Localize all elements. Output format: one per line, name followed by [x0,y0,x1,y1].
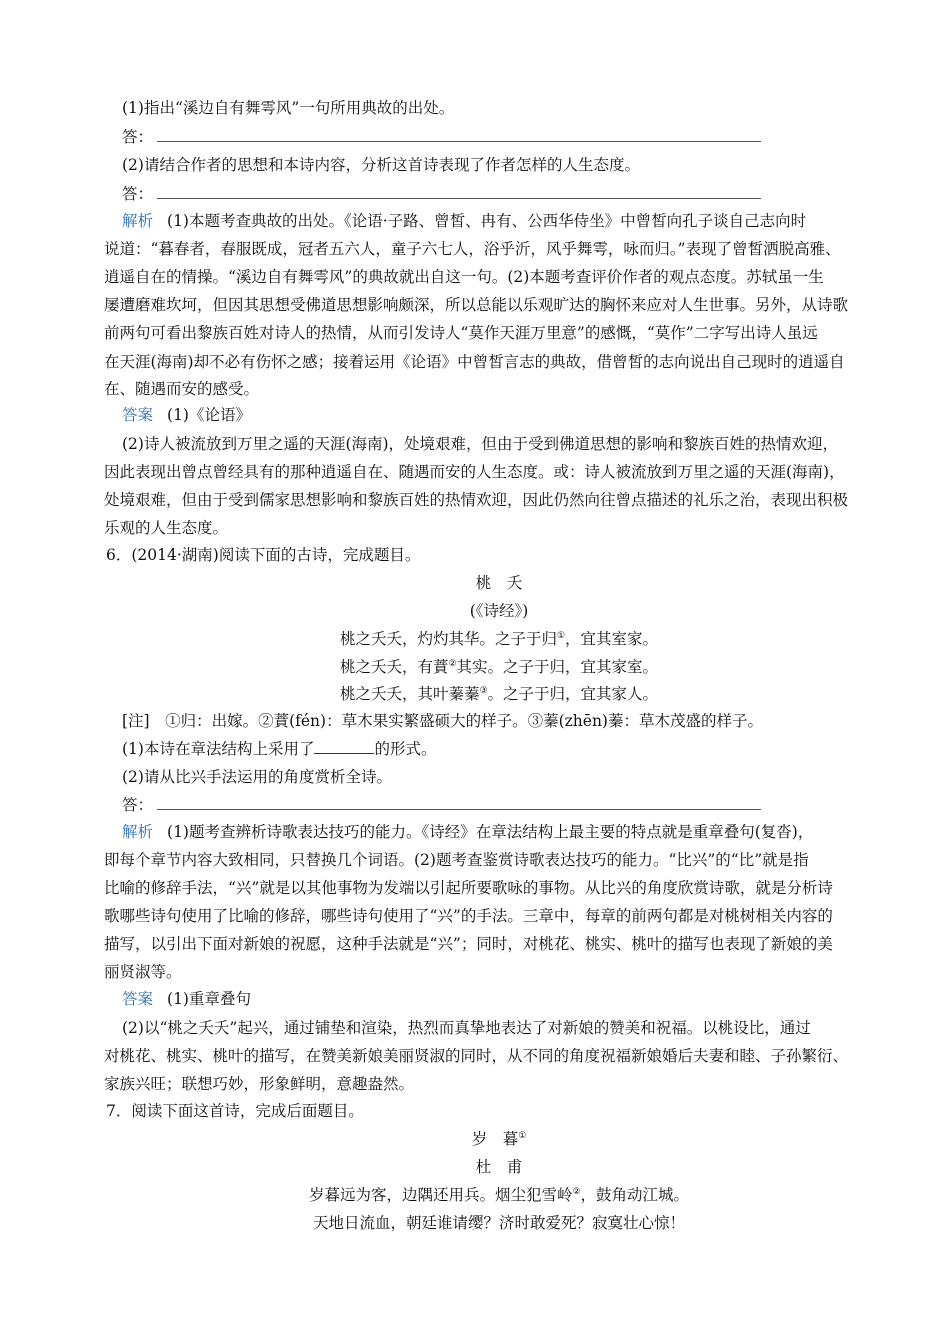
q5-analysis-line: 屡遭磨难坎坷，但因其思想受佛道思想影响颇深，所以总能以乐观旷达的胸怀来应对人生世事。另外，从诗歌 [104,296,849,314]
q6-answer-line [122,795,912,815]
q5-analysis-line: 逍遥自在的情操。“溪边自有舞雩风”的典故就出自这一句。(2)本题考查评价作者的观点态度。苏轼虽一生 [104,268,824,286]
q5-sub1: (1)指出“溪边自有舞雩风”一句所用典故的出处。 [122,99,455,117]
answer-rule [157,129,761,142]
q5-answer: 答案 (1)《论语》 [122,406,251,424]
analysis-label: 解析 [122,823,154,841]
q6-poem-source: (《诗经》) [469,602,529,620]
analysis-label: 解析 [122,212,154,230]
q5-answer-line: 因此表现出曾点曾经具有的那种逍遥自在、随遇而安的人生态度。或：诗人被流放到万里之遥的天涯(海南)， [104,463,845,481]
q6-answer-line: 对桃花、桃实、桃叶的描写，在赞美新娘美丽贤淑的同时，从不同的角度祝福新娘婚后夫妻和睦、子孙繁衍、 [104,1047,849,1065]
q6-answer-line: (2)以“桃之夭夭”起兴，通过铺垫和渲染，热烈而真挚地表达了对新娘的赞美和祝福。以桃设比，通过 [122,1019,811,1037]
answer-label: 答： [122,796,154,814]
q6-analysis-line: 歌哪些诗句使用了比喻的修辞，哪些诗句使用了“兴”的手法。三章中，每章的前两句都是对桃树相关内容的 [104,907,833,925]
q6-analysis-line: 丽贤淑等。 [104,963,182,981]
q7-author: 杜 甫 [475,1158,523,1176]
fill-blank [314,741,374,754]
q5-analysis-line: 在天涯(海南)却不必有伤怀之感；接着运用《论语》中曾皙言志的典故，借曾皙的志向说出自己现时的逍遥自 [104,353,845,371]
q5-answer-line-1 [122,127,912,147]
q6-analysis-line: 解析 (1)题考查辨析诗歌表达技巧的能力。《诗经》在章法结构上最主要的特点就是重章叠句(复沓)， [122,823,814,841]
q6-analysis-line: 即每个章节内容大致相同，只替换几个词语。(2)题考查鉴赏诗歌表达技巧的能力。“比兴”的“比”就是指 [104,851,809,869]
answer-tag: 答案 [122,990,154,1008]
q7-poem-line: 天地日流血，朝廷谁请缨？济时敢爱死？寂寞壮心惊！ [312,1214,685,1232]
q6-poem-line: 桃之夭夭，其叶蓁蓁③。之子于归，宜其家人。 [339,685,659,703]
q6-poem-line: 桃之夭夭，灼灼其华。之子于归①，宜其室家。 [339,630,659,648]
q5-answer-line-2 [122,184,912,204]
answer-label: 答： [122,185,154,203]
q5-answer-line: (2)诗人被流放到万里之遥的天涯(海南)，处境艰难，但由于受到佛道思想的影响和黎族百姓的热情欢迎， [122,435,839,453]
answer-tag: 答案 [122,406,154,424]
q6-answer-line: 家族兴旺；联想巧妙，形象鲜明，意趣盎然。 [104,1075,415,1093]
q6-note: [注] ①归：出嫁。②蕡(fén)：草木果实繁盛硕大的样子。③蓁(zhēn)蓁：草木茂盛的样子。 [122,712,763,730]
q5-answer-line: 乐观的人生态度。 [104,519,229,537]
q6-analysis-line: 描写，以引出下面对新娘的祝愿，这种手法就是“兴”；同时，对桃花、桃实、桃叶的描写也表现了新娘的美 [104,935,833,953]
answer-rule [157,797,761,810]
q5-analysis-line: 说道：“暮春者，春服既成，冠者五六人，童子六七人，浴乎沂，风乎舞雩，咏而归。”表现了曾皙洒脱高雅、 [104,240,841,258]
q6-poem-line: 桃之夭夭，有蕡②其实。之子于归，宜其家室。 [339,658,659,676]
answer-rule [157,186,761,199]
answer-label: 答： [122,128,154,146]
q6-sub1: (1)本诗在章法结构上采用了 的形式。 [122,740,437,758]
q5-analysis-line: 在、随遇而安的感受。 [104,380,260,398]
q6-analysis-line: 比喻的修辞手法，“兴”就是以其他事物为发端以引起所要歌咏的事物。从比兴的角度欣赏诗歌，就是分析诗 [104,879,833,897]
q5-analysis-line: 解析 (1)本题考查典故的出处。《论语·子路、曾皙、冉有、公西华侍坐》中曾皙向孔子谈自己志向时 [122,212,807,230]
q7-poem-title: 岁 暮① [471,1130,527,1148]
q5-answer-line: 处境艰难，但由于受到儒家思想影响和黎族百姓的热情欢迎，因此仍然向往曾点描述的礼乐之治，表现出积极 [104,491,849,509]
q7-stem: 7．阅读下面这首诗，完成后面题目。 [106,1102,364,1120]
q6-answer: 答案 (1)重章叠句 [122,990,251,1008]
q6-sub2: (2)请从比兴手法运用的角度赏析全诗。 [122,768,392,786]
q6-poem-title: 桃 夭 [475,574,523,592]
q7-poem-line: 岁暮远为客，边隅还用兵。烟尘犯雪岭②，鼓角动江城。 [308,1186,690,1204]
q6-stem: 6．(2014·湖南)阅读下面的古诗，完成题目。 [106,546,421,564]
q5-analysis-line: 前两句可看出黎族百姓对诗人的热情，从而引发诗人“莫作天涯万里意”的感慨，“莫作”二字写出诗人虽远 [104,324,818,342]
q5-sub2: (2)请结合作者的思想和本诗内容，分析这首诗表现了作者怎样的人生态度。 [122,156,640,174]
